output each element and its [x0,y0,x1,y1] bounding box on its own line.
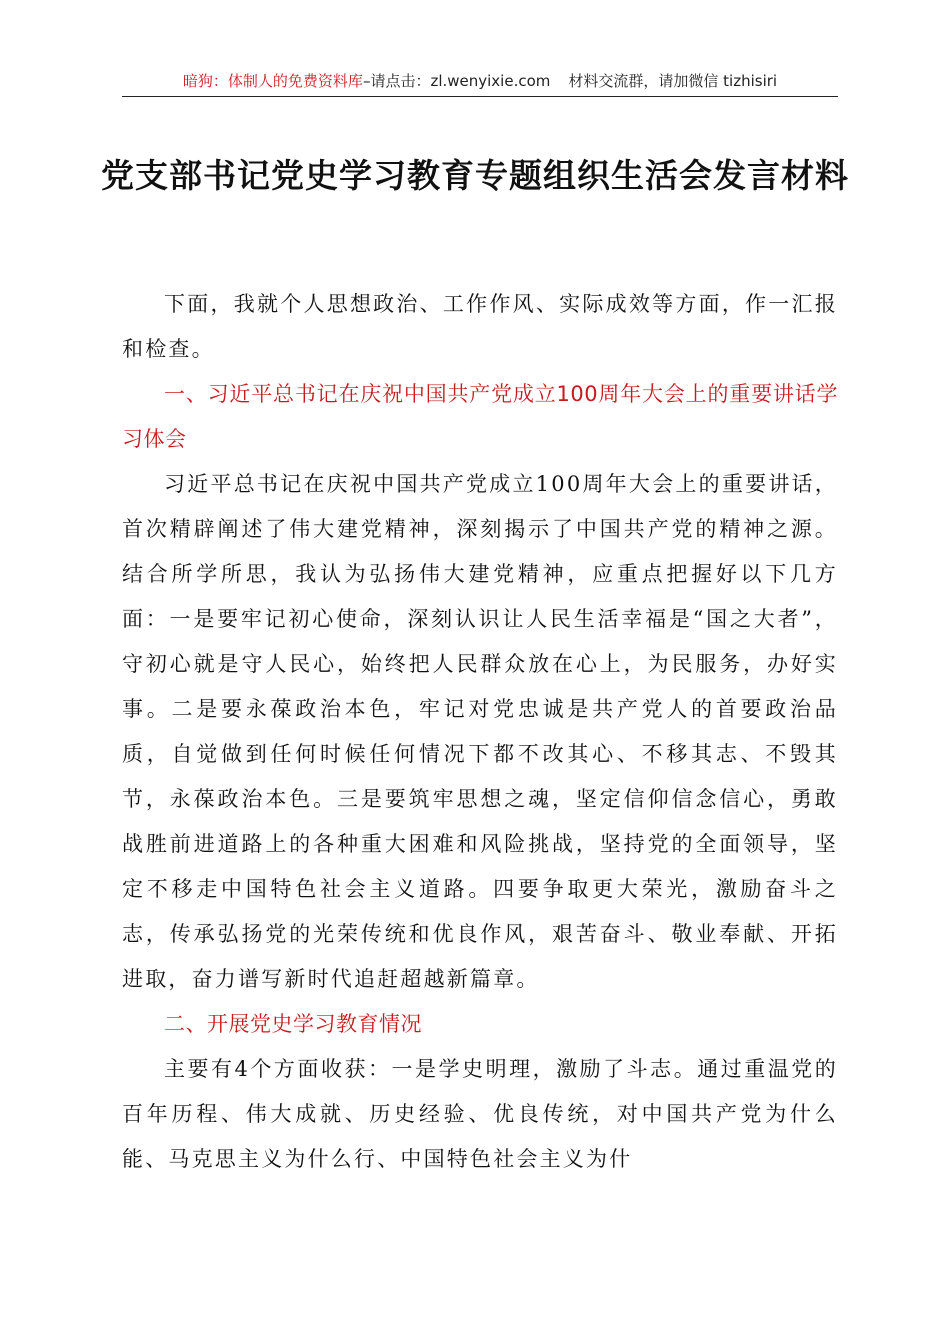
section-1-paragraph: 习近平总书记在庆祝中国共产党成立100周年大会上的重要讲话，首次精辟阐述了伟大建党精神，深刻揭示了中国共产党的精神之源。结合所学所思，我认为弘扬伟大建党精神，应重点把握好以下几方面：一是要牢记初心使命，深刻认识让人民生活幸福是“国之大者”，守初心就是守人民心，始终把人民群众放在心上，为民服务，办好实事。二是要永葆政治本色，牢记对党忠诚是共产党人的首要政治品质，自觉做到任何时候任何情况下都不改其心、不移其志、不毁其节，永葆政治本色。三是要筑牢思想之魂，坚定信仰信念信心，勇敢战胜前进道路上的各种重大困难和风险挑战，坚持党的全面领导，坚定不移走中国特色社会主义道路。四要争取更大荣光，激励奋斗之志，传承弘扬党的光荣传统和优良作风，艰苦奋斗、敬业奉献、开拓进取，奋力谱写新时代追赶超越新篇章。 [122,472,838,991]
intro-paragraph: 下面，我就个人思想政治、工作作风、实际成效等方面，作一汇报和检查。 [122,292,838,361]
document-body [122,282,838,1182]
section-2-paragraph: 主要有4个方面收获：一是学史明理，激励了斗志。通过重温党的百年历程、伟大成就、历史经验、优良传统，对中国共产党为什么能、马克思主义为什么行、中国特色社会主义为什 [122,1057,838,1171]
header-link-prompt: –请点击： [362,72,431,90]
page-header [122,66,838,97]
document-title: 党支部书记党史学习教育专题组织生活会发言材料 [101,156,849,195]
section-2-heading: 二、开展党史学习教育情况 [164,1012,422,1036]
section-1-heading: 一、习近平总书记在庆祝中国共产党成立100周年大会上的重要讲话学习体会 [122,382,838,451]
header-brand: 暗狗：体制人的免费资料库 [182,72,363,90]
header-link-url[interactable]: zl.wenyixie.com [430,72,551,90]
header-contact: 材料交流群，请加微信 tizhisiri [568,72,778,90]
